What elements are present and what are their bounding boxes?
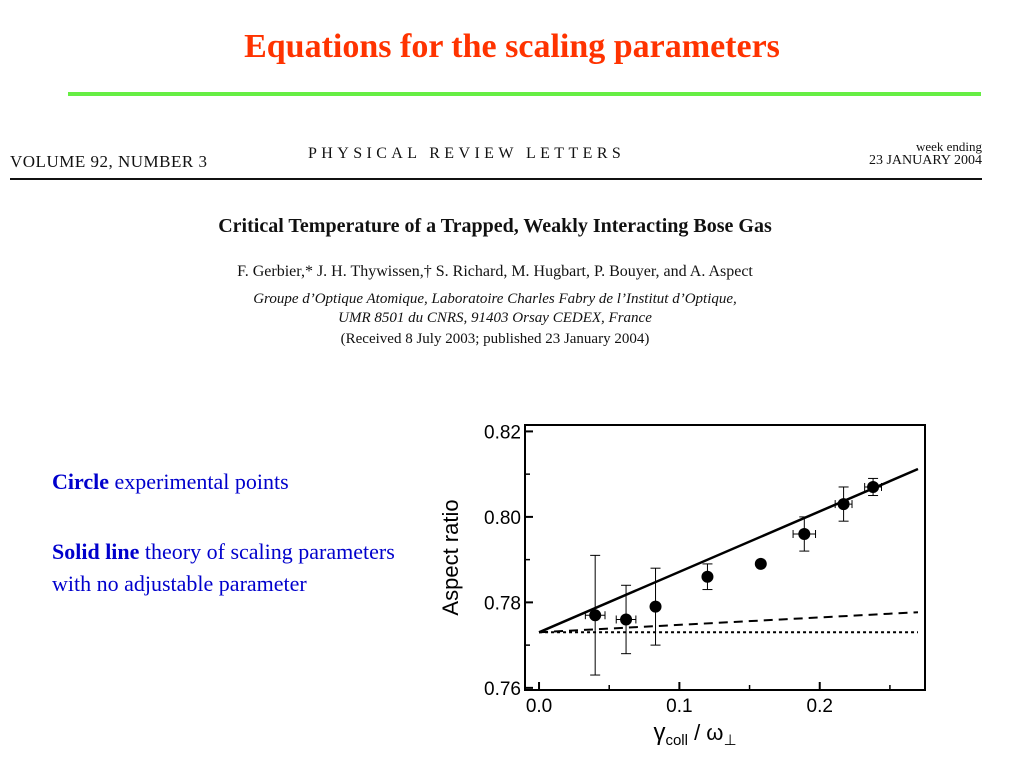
- y-axis-label: Aspect ratio: [438, 499, 463, 616]
- data-point-4: [701, 564, 713, 590]
- caption-line-text: theory of scaling parameters with no adjustable parameter: [52, 539, 395, 596]
- x-label-rest: / ω: [687, 720, 724, 745]
- data-marker: [620, 613, 632, 625]
- paper-title: Critical Temperature of a Trapped, Weakly Interacting Bose Gas: [218, 215, 772, 237]
- data-point-1: [585, 555, 605, 675]
- y-tick-label: 0.80: [484, 507, 521, 529]
- header-rule: [10, 178, 982, 180]
- data-point-8: [865, 478, 882, 495]
- x-tick-label: 0.0: [525, 696, 553, 717]
- caption-circle: [52, 466, 382, 498]
- data-point-7: [835, 487, 852, 521]
- data-marker: [798, 528, 810, 540]
- caption-circle-bold: Circle: [52, 469, 110, 494]
- data-marker: [701, 571, 713, 583]
- paper-received-date: (Received 8 July 2003; published 23 January 2004): [340, 331, 650, 347]
- data-point-5: [755, 558, 767, 570]
- caption-line-bold: Solid line: [52, 539, 140, 564]
- data-marker: [755, 558, 767, 570]
- issue-date-value: 23 JANUARY 2004: [868, 153, 982, 168]
- y-tick-label: 0.76: [484, 678, 521, 700]
- paper-affiliation: [0, 290, 990, 328]
- x-tick-label: 0.1: [666, 696, 693, 717]
- journal-name: PHYSICAL REVIEW LETTERS: [308, 145, 626, 162]
- plot-frame: [525, 425, 925, 690]
- caption-circle-text: experimental points: [109, 469, 289, 494]
- data-marker: [838, 498, 850, 510]
- slide-title: Equations for the scaling parameters: [244, 28, 780, 65]
- data-marker: [589, 609, 601, 621]
- plot-layer: [539, 469, 918, 675]
- week-ending-label: week ending: [915, 139, 982, 154]
- x-tick-label: 0.2: [806, 696, 833, 717]
- paper-header: [10, 140, 982, 180]
- paper-authors: F. Gerbier,* J. H. Thywissen,† S. Richard, M. Hugbart, P. Bouyer, and A. Aspect: [237, 263, 753, 280]
- caption-solid-line: [52, 536, 402, 600]
- x-label-perp: ⊥: [723, 732, 737, 749]
- volume-number: VOLUME 92, NUMBER 3: [10, 152, 208, 171]
- x-axis-label: [653, 719, 736, 749]
- x-label-gamma: γ: [653, 719, 666, 746]
- affiliation-line-1: Groupe d’Optique Atomique, Laboratoire Charles Fabry de l’Institut d’Optique,: [253, 291, 737, 307]
- affiliation-line-2: UMR 8501 du CNRS, 91403 Orsay CEDEX, France: [338, 310, 652, 326]
- aspect-ratio-chart: [430, 405, 960, 750]
- data-marker: [867, 481, 879, 493]
- theory-line-solid: [539, 469, 918, 632]
- x-label-sub: coll: [665, 732, 688, 749]
- issue-date: [869, 140, 982, 168]
- title-divider: [68, 92, 981, 96]
- y-tick-label: 0.78: [484, 593, 521, 615]
- y-tick-label: 0.82: [484, 422, 521, 444]
- data-marker: [650, 601, 662, 613]
- data-point-2: [616, 585, 636, 653]
